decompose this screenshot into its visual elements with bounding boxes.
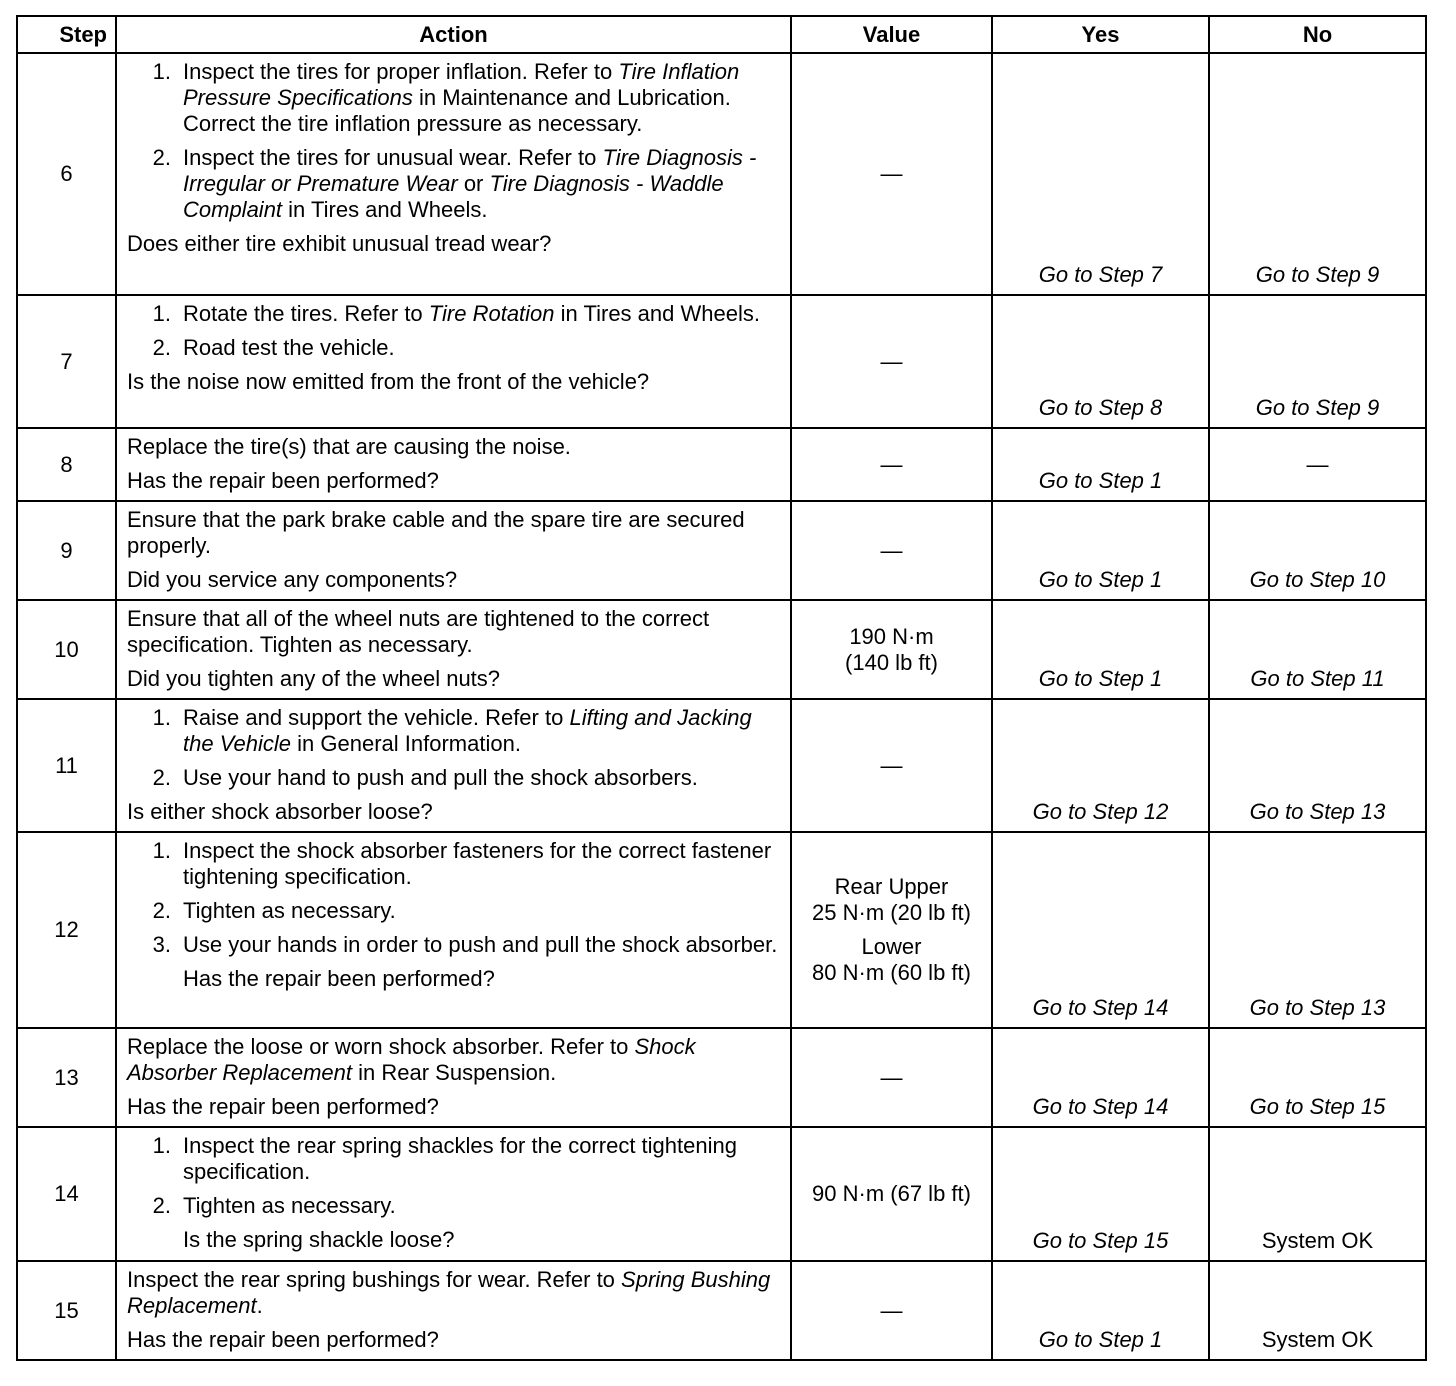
header-step: Step bbox=[17, 16, 116, 53]
value-cell bbox=[791, 699, 992, 832]
list-number: 1. bbox=[152, 301, 171, 326]
action-cell bbox=[116, 501, 791, 600]
table-row bbox=[17, 53, 1426, 295]
table-row bbox=[17, 600, 1426, 699]
action-text: . bbox=[256, 1293, 263, 1318]
question-text: Is the noise now emitted from the front of the vehicle? bbox=[127, 369, 650, 394]
list-item-text bbox=[183, 335, 780, 361]
list-item bbox=[127, 59, 780, 137]
action-text: Inspect the tires for proper inflation. Refer to bbox=[183, 59, 619, 84]
numbered-list bbox=[127, 1133, 780, 1219]
action-cell bbox=[116, 428, 791, 501]
value-line: 80 N·m (60 lb ft) bbox=[812, 960, 971, 985]
no-result: Go to Step 9 bbox=[1209, 53, 1426, 295]
list-number: 1. bbox=[152, 1133, 171, 1158]
question-text: Did you tighten any of the wheel nuts? bbox=[127, 666, 501, 691]
italic-ref-text: Spring Bushing Replacement bbox=[127, 1267, 771, 1318]
yes-result: Go to Step 1 bbox=[992, 428, 1209, 501]
value-cell bbox=[791, 501, 992, 600]
list-number: 2. bbox=[152, 145, 171, 170]
action-text: in Maintenance and Lubrication. Correct the tire inflation pressure as necessary. bbox=[183, 85, 731, 136]
value-cell bbox=[791, 1127, 992, 1261]
list-item bbox=[127, 1133, 780, 1185]
value-line: — bbox=[880, 537, 903, 563]
yes-result: Go to Step 14 bbox=[992, 832, 1209, 1028]
action-cell bbox=[116, 1261, 791, 1360]
table-row bbox=[17, 428, 1426, 501]
table-row bbox=[17, 501, 1426, 600]
list-item-text bbox=[183, 705, 780, 757]
question-text: Is either shock absorber loose? bbox=[127, 799, 433, 824]
list-item-text bbox=[183, 838, 780, 890]
yes-result: Go to Step 8 bbox=[992, 295, 1209, 428]
action-cell bbox=[116, 699, 791, 832]
yes-result: Go to Step 12 bbox=[992, 699, 1209, 832]
question-text: Has the repair been performed? bbox=[183, 966, 495, 991]
action-paragraph bbox=[127, 606, 780, 658]
action-text: in Rear Suspension. bbox=[352, 1060, 557, 1085]
question-text: Has the repair been performed? bbox=[127, 1094, 439, 1119]
numbered-list bbox=[127, 838, 780, 958]
step-number: 14 bbox=[17, 1127, 116, 1261]
yes-result: Go to Step 7 bbox=[992, 53, 1209, 295]
action-text: Tighten as necessary. bbox=[183, 898, 396, 923]
yes-result: Go to Step 1 bbox=[992, 1261, 1209, 1360]
list-number: 2. bbox=[152, 1193, 171, 1218]
list-number: 1. bbox=[152, 838, 171, 863]
step-number: 13 bbox=[17, 1028, 116, 1127]
action-text: Use your hands in order to push and pull the shock absorber. bbox=[183, 932, 778, 957]
action-text: Ensure that the park brake cable and the spare tire are secured properly. bbox=[127, 507, 745, 558]
value-cell bbox=[791, 600, 992, 699]
header-value: Value bbox=[791, 16, 992, 53]
step-number: 10 bbox=[17, 600, 116, 699]
yes-result: Go to Step 1 bbox=[992, 501, 1209, 600]
action-cell bbox=[116, 53, 791, 295]
list-number: 2. bbox=[152, 335, 171, 360]
action-text: Inspect the tires for unusual wear. Refer to bbox=[183, 145, 603, 170]
list-item-text bbox=[183, 301, 780, 327]
table-body bbox=[17, 53, 1426, 1360]
header-action: Action bbox=[116, 16, 791, 53]
question-text: Has the repair been performed? bbox=[127, 468, 439, 493]
action-cell bbox=[116, 1127, 791, 1261]
value-cell bbox=[791, 295, 992, 428]
action-text: Raise and support the vehicle. Refer to bbox=[183, 705, 570, 730]
action-text: Road test the vehicle. bbox=[183, 335, 395, 360]
value-line: 90 N·m (67 lb ft) bbox=[812, 1181, 971, 1206]
table-row bbox=[17, 1261, 1426, 1360]
no-result: Go to Step 13 bbox=[1209, 699, 1426, 832]
yes-result: Go to Step 1 bbox=[992, 600, 1209, 699]
value-line: 190 N·m bbox=[849, 623, 934, 649]
list-item bbox=[127, 705, 780, 757]
action-text: Inspect the rear spring bushings for wear. Refer to bbox=[127, 1267, 622, 1292]
action-cell bbox=[116, 295, 791, 428]
no-result: Go to Step 13 bbox=[1209, 832, 1426, 1028]
question-text: Has the repair been performed? bbox=[127, 1327, 439, 1352]
action-text: Rotate the tires. Refer to bbox=[183, 301, 429, 326]
value-line: — bbox=[880, 348, 903, 374]
table-row bbox=[17, 295, 1426, 428]
numbered-list bbox=[127, 301, 780, 361]
step-number: 9 bbox=[17, 501, 116, 600]
list-number: 3. bbox=[152, 932, 171, 957]
value-line: — bbox=[880, 1297, 903, 1323]
action-text: or bbox=[457, 171, 490, 196]
action-paragraph bbox=[127, 1267, 780, 1319]
action-paragraph bbox=[127, 434, 780, 460]
list-item-text bbox=[183, 898, 780, 924]
italic-ref-text: Tire Diagnosis - Irregular or Premature Wear bbox=[183, 145, 757, 196]
value-block bbox=[796, 874, 987, 926]
action-text: Inspect the rear spring shackles for the correct tightening specification. bbox=[183, 1133, 737, 1184]
question-text: Did you service any components? bbox=[127, 567, 458, 592]
action-cell bbox=[116, 600, 791, 699]
list-item-text bbox=[183, 1133, 780, 1185]
value-cell bbox=[791, 1028, 992, 1127]
value-line: 25 N·m (20 lb ft) bbox=[812, 900, 971, 925]
value-cell bbox=[791, 53, 992, 295]
no-result: Go to Step 10 bbox=[1209, 501, 1426, 600]
no-result: Go to Step 11 bbox=[1209, 600, 1426, 699]
action-text: in Tires and Wheels. bbox=[282, 197, 488, 222]
list-item bbox=[127, 765, 780, 791]
table-row bbox=[17, 1028, 1426, 1127]
value-line: (140 lb ft) bbox=[845, 649, 938, 675]
action-cell bbox=[116, 1028, 791, 1127]
step-number: 8 bbox=[17, 428, 116, 501]
list-item-text bbox=[183, 765, 780, 791]
no-result: Go to Step 15 bbox=[1209, 1028, 1426, 1127]
header-yes: Yes bbox=[992, 16, 1209, 53]
diagnostic-table bbox=[16, 15, 1427, 1361]
italic-ref-text: Tire Rotation bbox=[428, 301, 555, 326]
list-item bbox=[127, 145, 780, 223]
value-cell bbox=[791, 1261, 992, 1360]
italic-ref-text: Shock Absorber Replacement bbox=[127, 1034, 696, 1085]
numbered-list bbox=[127, 705, 780, 791]
header-no: No bbox=[1209, 16, 1426, 53]
value-block bbox=[796, 934, 987, 986]
value-cell bbox=[791, 832, 992, 1028]
step-number: 12 bbox=[17, 832, 116, 1028]
list-item bbox=[127, 898, 780, 924]
value-line: — bbox=[880, 752, 903, 778]
list-item bbox=[127, 1193, 780, 1219]
numbered-list bbox=[127, 59, 780, 223]
action-text: Tighten as necessary. bbox=[183, 1193, 396, 1218]
list-number: 1. bbox=[152, 59, 171, 84]
list-item bbox=[127, 301, 780, 327]
action-text: in General Information. bbox=[291, 731, 521, 756]
value-line: — bbox=[880, 161, 903, 186]
list-item bbox=[127, 335, 780, 361]
table-row bbox=[17, 699, 1426, 832]
value-line: Rear Upper bbox=[834, 874, 949, 899]
step-number: 15 bbox=[17, 1261, 116, 1360]
value-line: — bbox=[880, 451, 903, 477]
action-text: Use your hand to push and pull the shock absorbers. bbox=[183, 765, 698, 790]
action-text: Replace the loose or worn shock absorber. Refer to bbox=[127, 1034, 635, 1059]
no-result: System OK bbox=[1209, 1261, 1426, 1360]
table-row bbox=[17, 832, 1426, 1028]
action-text: in Tires and Wheels. bbox=[554, 301, 760, 326]
italic-ref-text: Lifting and Jacking the Vehicle bbox=[183, 705, 752, 756]
list-item-text bbox=[183, 932, 780, 958]
list-number: 1. bbox=[152, 705, 171, 730]
value-line: — bbox=[880, 1064, 903, 1090]
step-number: 6 bbox=[17, 53, 116, 295]
action-cell bbox=[116, 832, 791, 1028]
list-number: 2. bbox=[152, 765, 171, 790]
header-row bbox=[17, 16, 1426, 53]
no-result: System OK bbox=[1209, 1127, 1426, 1261]
value-cell bbox=[791, 428, 992, 501]
list-item-text bbox=[183, 1193, 780, 1219]
question-text: Is the spring shackle loose? bbox=[183, 1227, 455, 1252]
italic-ref-text: Tire Inflation Pressure Specifications bbox=[183, 59, 740, 110]
yes-result: Go to Step 14 bbox=[992, 1028, 1209, 1127]
list-item bbox=[127, 932, 780, 958]
action-text: Ensure that all of the wheel nuts are tightened to the correct specification. Tighten as necessary. bbox=[127, 606, 710, 657]
question-text: Does either tire exhibit unusual tread wear? bbox=[127, 231, 552, 256]
no-result: — bbox=[1209, 428, 1426, 501]
list-item-text bbox=[183, 145, 780, 223]
italic-ref-text: Tire Diagnosis - Waddle Complaint bbox=[183, 171, 724, 222]
action-paragraph bbox=[127, 507, 780, 559]
yes-result: Go to Step 15 bbox=[992, 1127, 1209, 1261]
list-item-text bbox=[183, 59, 780, 137]
action-text: Inspect the shock absorber fasteners for the correct fastener tightening specification. bbox=[183, 838, 772, 889]
no-result: Go to Step 9 bbox=[1209, 295, 1426, 428]
step-number: 11 bbox=[17, 699, 116, 832]
list-item bbox=[127, 838, 780, 890]
action-paragraph bbox=[127, 1034, 780, 1086]
step-number: 7 bbox=[17, 295, 116, 428]
list-number: 2. bbox=[152, 898, 171, 923]
value-line: Lower bbox=[861, 934, 922, 959]
action-text: Replace the tire(s) that are causing the noise. bbox=[127, 434, 571, 459]
table-row bbox=[17, 1127, 1426, 1261]
